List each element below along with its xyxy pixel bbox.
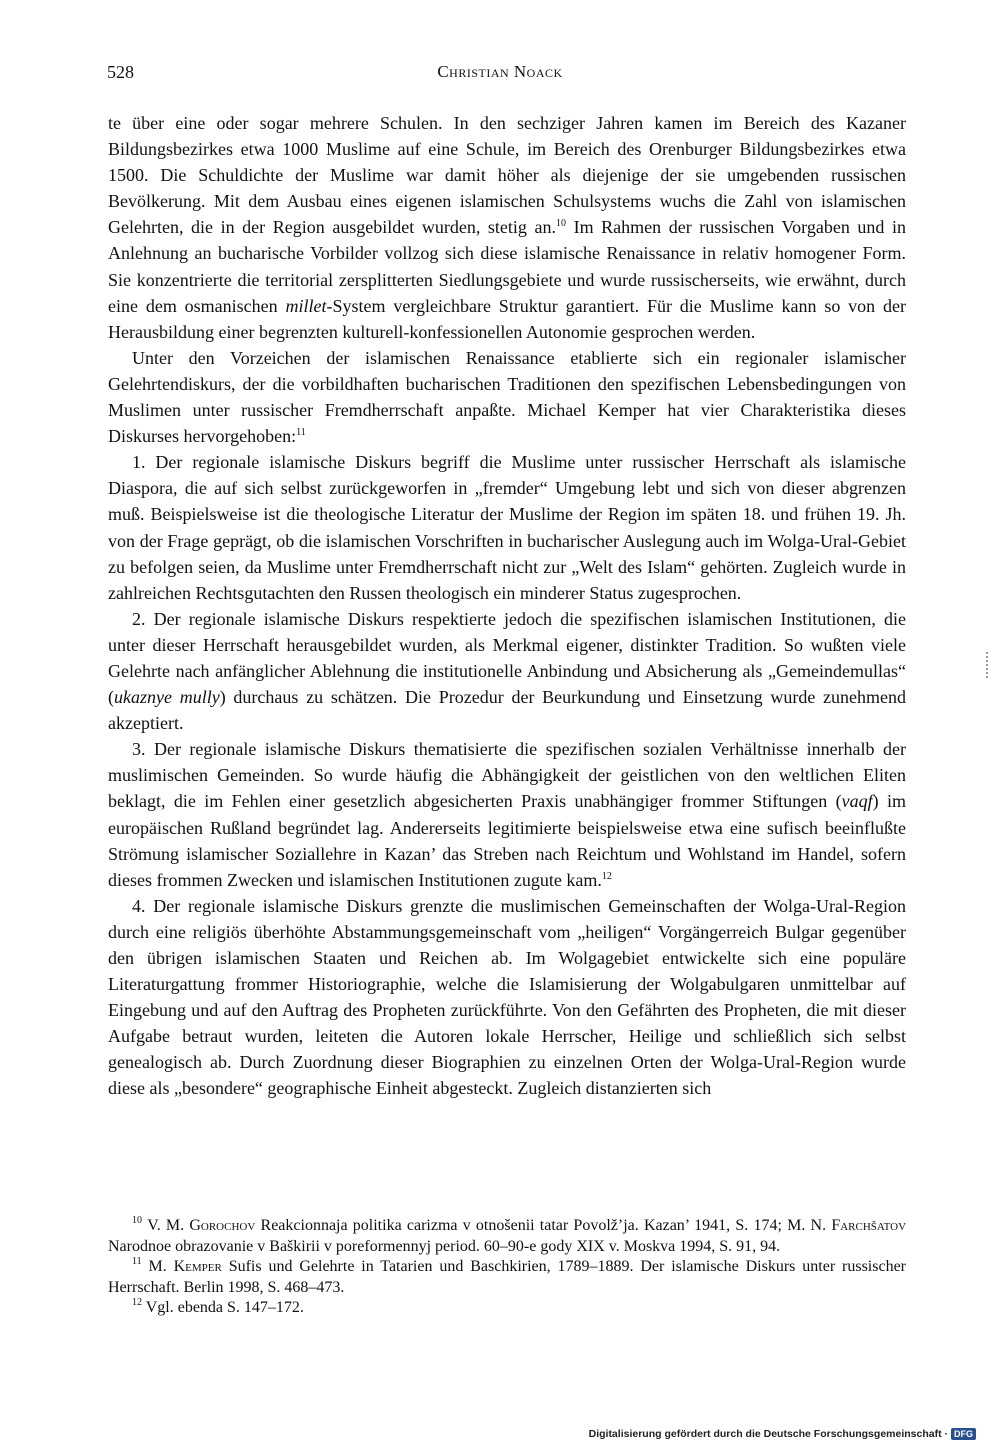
page-number: 528 (107, 62, 134, 82)
dfg-logo-icon: DFG (951, 1428, 976, 1440)
footnotes (108, 1216, 906, 1319)
footnote-ref: 12 (601, 870, 612, 882)
body-text (108, 110, 906, 1102)
digitization-credit (589, 1428, 976, 1440)
italic-term: millet (285, 295, 327, 316)
footnote-number: 12 (132, 1297, 142, 1308)
paragraph: Unter den Vorzeichen der islamischen Renaissance etablierte sich ein regionaler islamischer Gelehrtendiskurs, der die vorbildhaften bucharischen Traditionen den spezifischen Lebensbedingungen von Muslimen unter russischer Fremdherrschaft anpaßte. Michael Kemper hat vier Charakteristika dieses Diskurses hervorgehoben:$^{11}$ (108, 347, 906, 447)
running-head-author: Christian Noack (437, 62, 563, 81)
footnote-ref: 10 (556, 218, 566, 230)
footnote-number: 11 (132, 1256, 142, 1267)
paragraph: 2. Der regionale islamische Diskurs respektierte jedoch die spezifischen islamischen Institutionen, die unter dieser Herrschaft herausgebildet wurden, als Merkmal eigener, distinkter Tradition. So wußten viele Gelehrte nach anfänglicher Ablehnung die institutionelle Anbindung und Absicherung als „Gemeindemullas“ (ukaznye mully) durchaus zu schätzen. Die Prozedur der Beurkundung und Einsetzung wurde zunehmend akzeptiert. (108, 608, 907, 734)
footnote-number: 10 (132, 1215, 142, 1226)
paragraph: 3. Der regionale islamische Diskurs thematisierte die spezifischen sozialen Verhältnisse innerhalb der muslimischen Gemeinden. So wurde häufig die Abhängigkeit der geistlichen von den weltlichen Eliten beklagt, die im Fehlen einer gesetzlich abgesicherten Praxis unabhängiger frommer Stiftungen (vaqf) im europäischen Rußland begründet lag. Andererseits legitimierte beispielsweise etwa eine sufisch beeinflußte Strömung islamischer Soziallehre in Kazan’ das Streben nach Reichtum und Wohlstand im Handel, sofern dieses frommen Zwecken und islamischen Institutionen zugute kam.$^{12}$ (108, 739, 906, 890)
footnote: $^{12}$ Vgl. ebenda S. 147–172. (132, 1297, 304, 1316)
footnote: $^{10}$ V. M. Gorochov Reakcionnaja politika carizma v otnošenii tatar Povolž’ja. Kazan’ 1941, S. 174; M. N. Farchšatov Narodnoe obrazovanie v Baškirii v poreformennyj period. 60–90-e gody XIX v. Moskva 1994, S. 91, 94. (108, 1215, 907, 1255)
footnote: $^{11}$ M. Kemper Sufis und Gelehrte in Tatarien und Baschkirien, 1789–1889. Der islamische Diskurs unter russischer Herrschaft. Berlin 1998, S. 468–473. (108, 1256, 906, 1296)
paragraph: 1. Der regionale islamische Diskurs begriff die Muslime unter russischer Herrschaft als islamische Diaspora, die auf sich selbst zurückgeworfen in „fremder“ Umgebung lebt und sich von dieser abgrenzen muß. Beispielsweise ist die theologische Literatur der Muslime der Region im späten 18. und frühen 19. Jh. von der Frage geprägt, ob die islamischen Vorschriften in bucharischer Auslegung auch im Wolga-Ural-Gebiet zu befolgen seien, da Muslime unter Fremdherrschaft nicht zur „Welt des Islam“ gehörten. Zugleich wurde in zahlreichen Rechtsgutachten den Russen theologisch ein minderer Status zugesprochen. (108, 452, 906, 603)
running-head (0, 62, 1000, 82)
italic-term: vaqf (841, 791, 873, 812)
footnote-ref: 11 (296, 427, 306, 439)
credit-text: Digitalisierung gefördert durch die Deutsche Forschungsgemeinschaft · (588, 1428, 948, 1440)
paragraph: 4. Der regionale islamische Diskurs grenzte die muslimischen Gemeinschaften der Wolga-Ural-Region durch eine religiös überhöhte Abstammungsgemeinschaft vom „heiligen“ Vorgängerreich Bulgar gegenüber den übrigen islamischen Staaten und Reichen ab. Im Wolgagebiet entwickelte sich eine populäre Literaturgattung frommer Historiographie, welche die Islamisierung der Wolgabulgaren unmittelbar auf Eingebung und auf den Auftrag des Propheten zurückführte. Von den Gefährten des Propheten, die mit dieser Aufgabe betraut wurden, leiteten die Autoren lokale Herrscher, Heilige und schließlich sich selbst genealogisch ab. Durch Zuordnung dieser Biographien zu einzelnen Orten der Wolga-Ural-Region wurde diese als „besondere“ geographische Einheit abgesteckt. Zugleich distanzierten sich (108, 895, 906, 1099)
margin-mark (986, 652, 990, 678)
paragraph: te über eine oder sogar mehrere Schulen. In den sechziger Jahren kamen im Bereich des Kazaner Bildungsbezirkes etwa 1000 Muslime auf eine Schule, im Bereich des Orenburger Bildungsbezirkes etwa 1500. Die Schuldichte der Muslime war damit höher als diejenige der sie umgebenden russischen Bevölkerung. Mit dem Ausbau eines eigenen islamischen Schulsystems wuchs die Zahl von islamischen Gelehrten, die in der Region ausgebildet wurden, stetig an.$^{10}$ Im Rahmen der russischen Vorgaben und in Anlehnung an bucharische Vorbilder vollzog sich diese islamische Renaissance in relativ homogener Form. Sie konzentrierte die territorial zersplitterten Siedlungsgebiete und wurde russischerseits, wie erwähnt, durch eine dem osmanischen millet-System vergleichbare Struktur garantiert. Für die Muslime kann so von der Herausbildung einer begrenzten kulturell-konfessionellen Autonomie gesprochen werden. (108, 113, 907, 342)
italic-term: ukaznye mully (114, 687, 220, 708)
